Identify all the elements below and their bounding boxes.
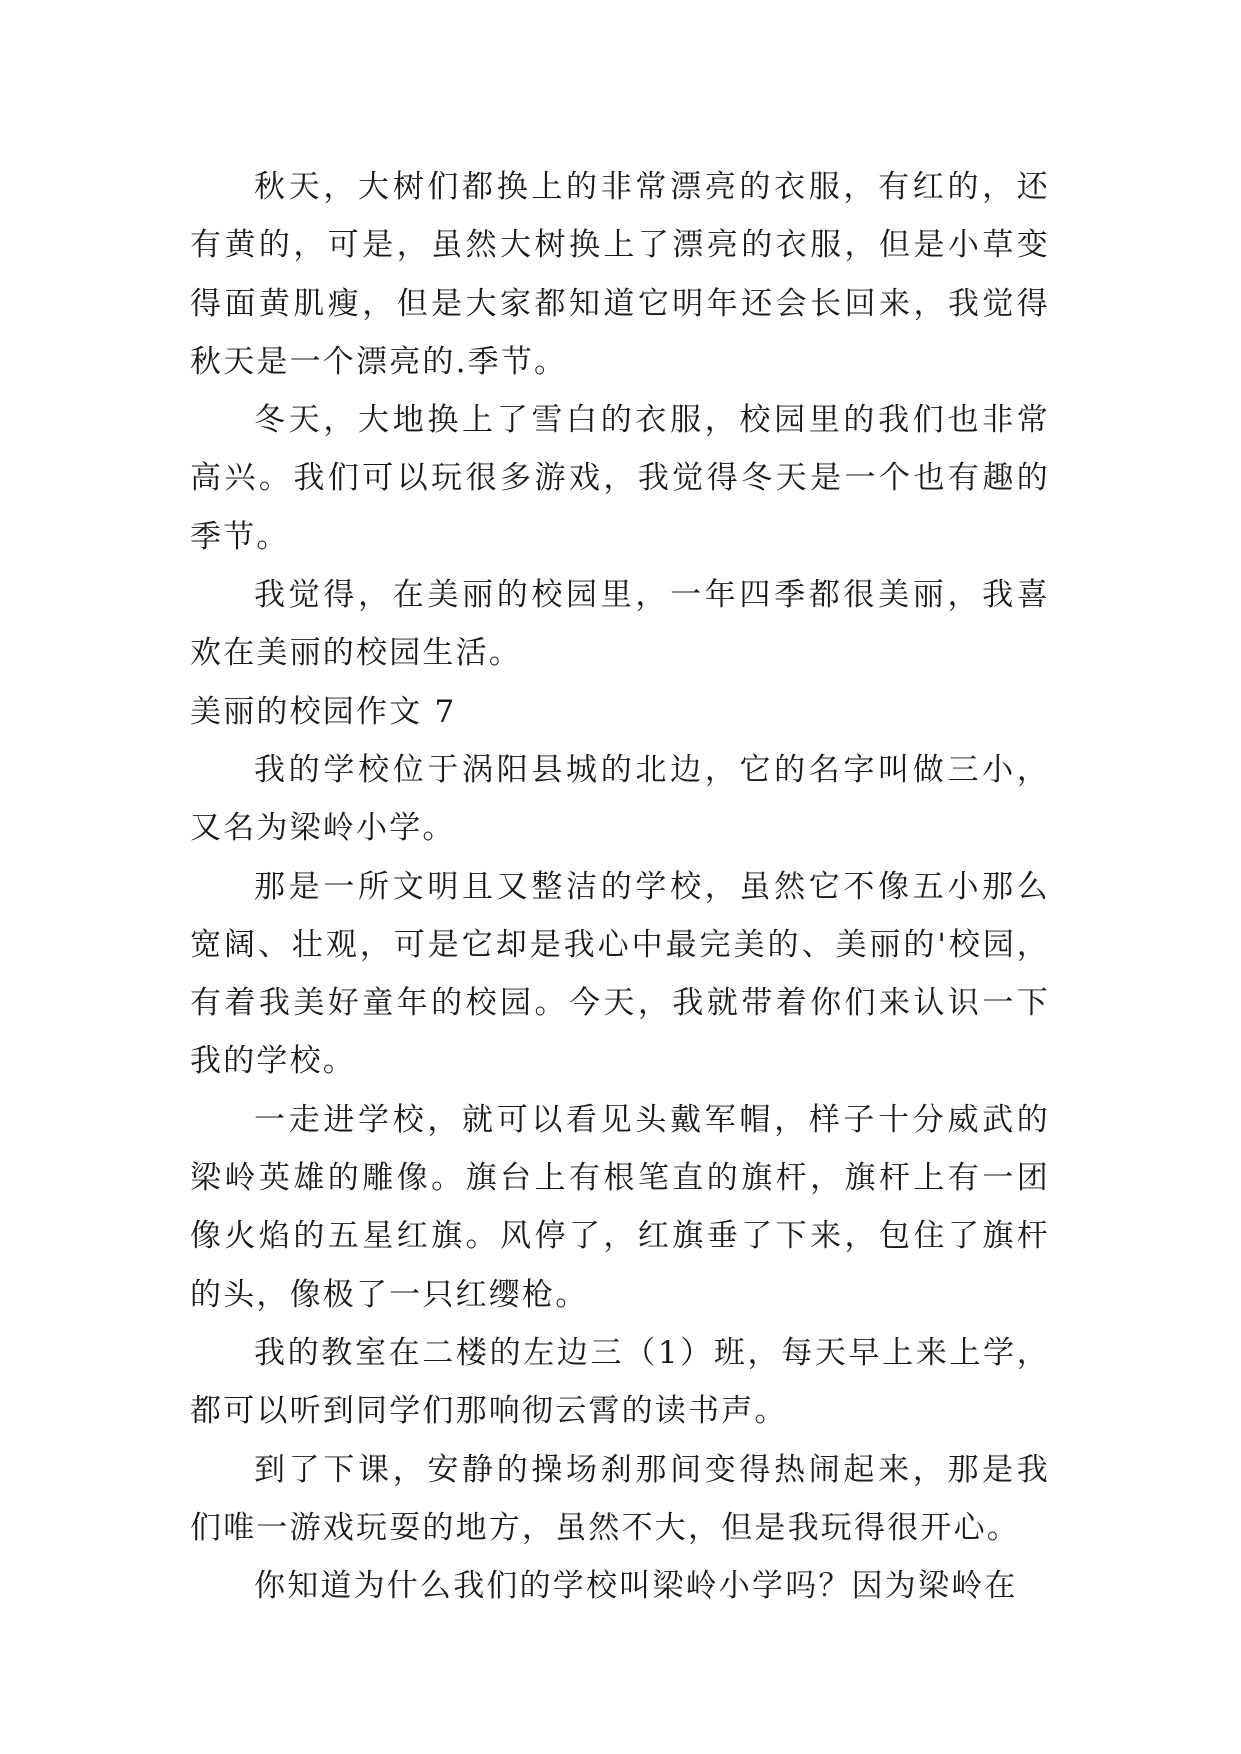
paragraph-winter: 冬天，大地换上了雪白的衣服，校园里的我们也非常高兴。我们可以玩很多游戏，我觉得冬天是一个也有趣的季节。 xyxy=(190,402,1050,555)
paragraph-classroom: 我的教室在二楼的左边三（1）班，每天早上来上学，都可以听到同学们那响彻云霄的读书声。 xyxy=(190,1334,1050,1430)
document-body xyxy=(190,158,1050,1615)
essay-heading: 美丽的校园作文 7 xyxy=(190,693,457,730)
paragraph-statue-flag: 一走进学校，就可以看见头戴军帽，样子十分威武的梁岭英雄的雕像。旗台上有根笔直的旗杆，旗杆上有一团像火焰的五星红旗。风停了，红旗垂了下来，包住了旗杆的头，像极了一只红缨枪。 xyxy=(190,1101,1050,1313)
paragraph-school-location: 我的学校位于涡阳县城的北边，它的名字叫做三小，又名为梁岭小学。 xyxy=(190,751,1050,847)
paragraph-autumn: 秋天，大树们都换上的非常漂亮的衣服，有红的，还有黄的，可是，虽然大树换上了漂亮的衣服，但是小草变得面黄肌瘦，但是大家都知道它明年还会长回来，我觉得秋天是一个漂亮的.季节。 xyxy=(190,169,1050,380)
paragraph-conclusion: 我觉得，在美丽的校园里，一年四季都很美丽，我喜欢在美丽的校园生活。 xyxy=(190,577,1050,672)
paragraph-school-description: 那是一所文明且又整洁的学校，虽然它不像五小那么宽阔、壮观，可是它却是我心中最完美的、美丽的'校园，有着我美好童年的校园。今天，我就带着你们来认识一下我的学校。 xyxy=(190,868,1050,1080)
paragraph-school-name: 你知道为什么我们的学校叫梁岭小学吗？因为梁岭在 xyxy=(254,1568,1018,1605)
paragraph-recess: 到了下课，安静的操场刹那间变得热闹起来，那是我们唯一游戏玩耍的地方，虽然不大，但是我玩得很开心。 xyxy=(190,1451,1050,1546)
